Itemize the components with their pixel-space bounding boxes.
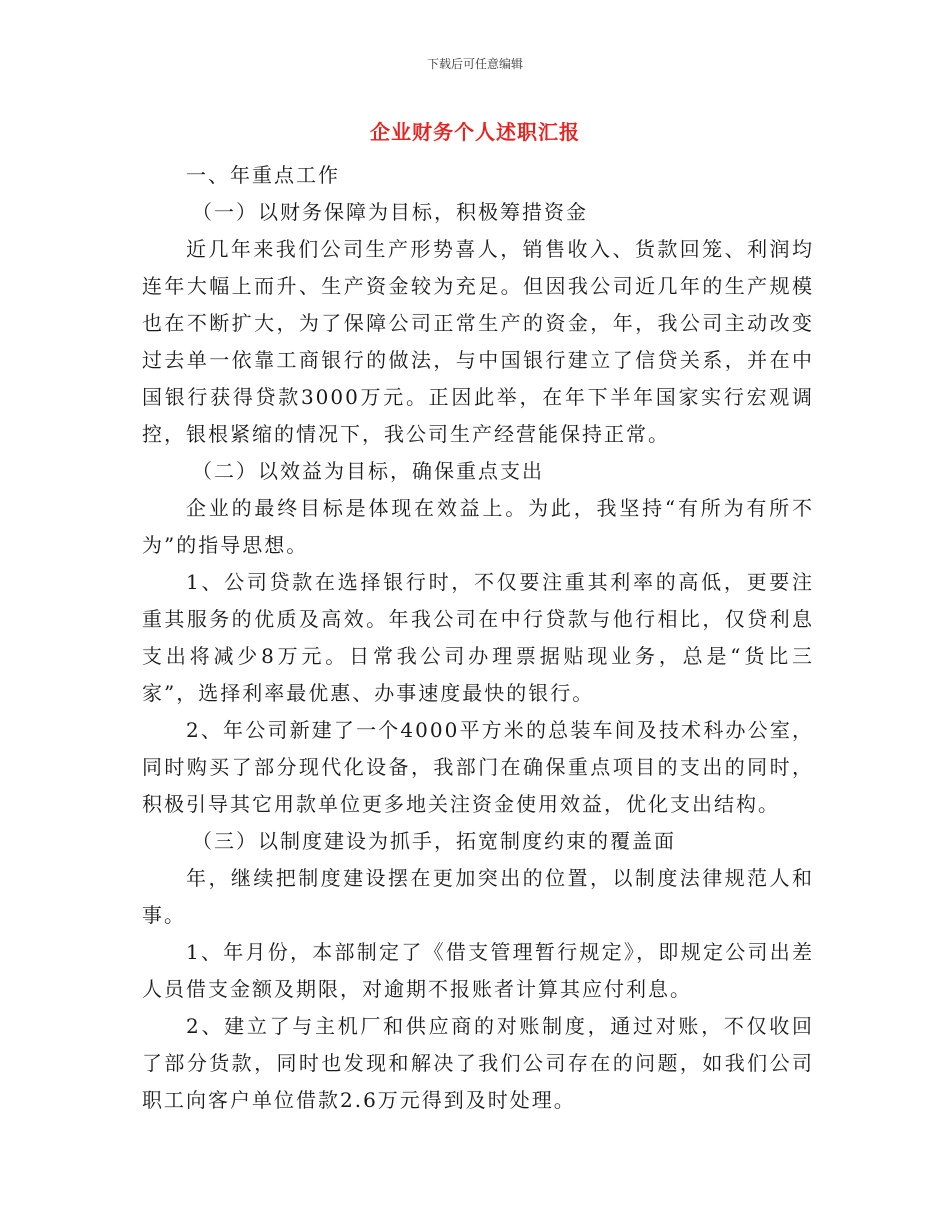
- paragraph: 2、建立了与主机厂和供应商的对账制度，通过对账，不仅收回了部分货款，同时也发现和解决了我们公司存在的问题，如我们公司职工向客户单位借款2.6万元得到及时处理。: [142, 1014, 814, 1112]
- paragraph: 企业的最终目标是体现在效益上。为此，我坚持“有所为有所不为”的指导思想。: [142, 496, 814, 557]
- paragraph: 2、年公司新建了一个4000平方米的总装车间及技术科办公室，同时购买了部分现代化设备，我部门在确保重点项目的支出的同时，积极引导其它用款单位更多地关注资金使用效益，优化支出结构。: [142, 718, 814, 816]
- header-note: 下载后可任意编辑: [426, 57, 523, 71]
- paragraph: 近几年来我们公司生产形势喜人，销售收入、货款回笼、利润均连年大幅上而升、生产资金较为充足。但因我公司近几年的生产规模也在不断扩大，为了保障公司正常生产的资金，年，我公司主动改变过去单一依靠工商银行的做法，与中国银行建立了信贷关系，并在中国银行获得贷款3000万元。正因此举，在年下半年国家实行宏观调控，银根紧缩的情况下，我公司生产经营能保持正常。: [142, 237, 814, 446]
- document-title: 企业财务个人述职汇报: [370, 120, 580, 144]
- subsection-heading: （二）以效益为目标，确保重点支出: [192, 459, 544, 483]
- section-heading: 一、年重点工作: [186, 163, 340, 187]
- subsection-heading: （一）以财务保障为目标，积极筹措资金: [192, 200, 588, 224]
- paragraph: 1、公司贷款在选择银行时，不仅要注重其利率的高低，更要注重其服务的优质及高效。年我公司在中行贷款与他行相比，仅贷利息支出将减少8万元。日常我公司办理票据贴现业务，总是“货比三家”，选择利率最优惠、办事速度最快的银行。: [142, 570, 814, 705]
- paragraph: 年，继续把制度建设摆在更加突出的位置，以制度法律规范人和事。: [142, 866, 814, 927]
- document-body: [142, 157, 814, 1119]
- paragraph: 1、年月份，本部制定了《借支管理暂行规定》，即规定公司出差人员借支金额及期限，对逾期不报账者计算其应付利息。: [142, 940, 814, 1001]
- subsection-heading: （三）以制度建设为抓手，拓宽制度约束的覆盖面: [192, 829, 676, 853]
